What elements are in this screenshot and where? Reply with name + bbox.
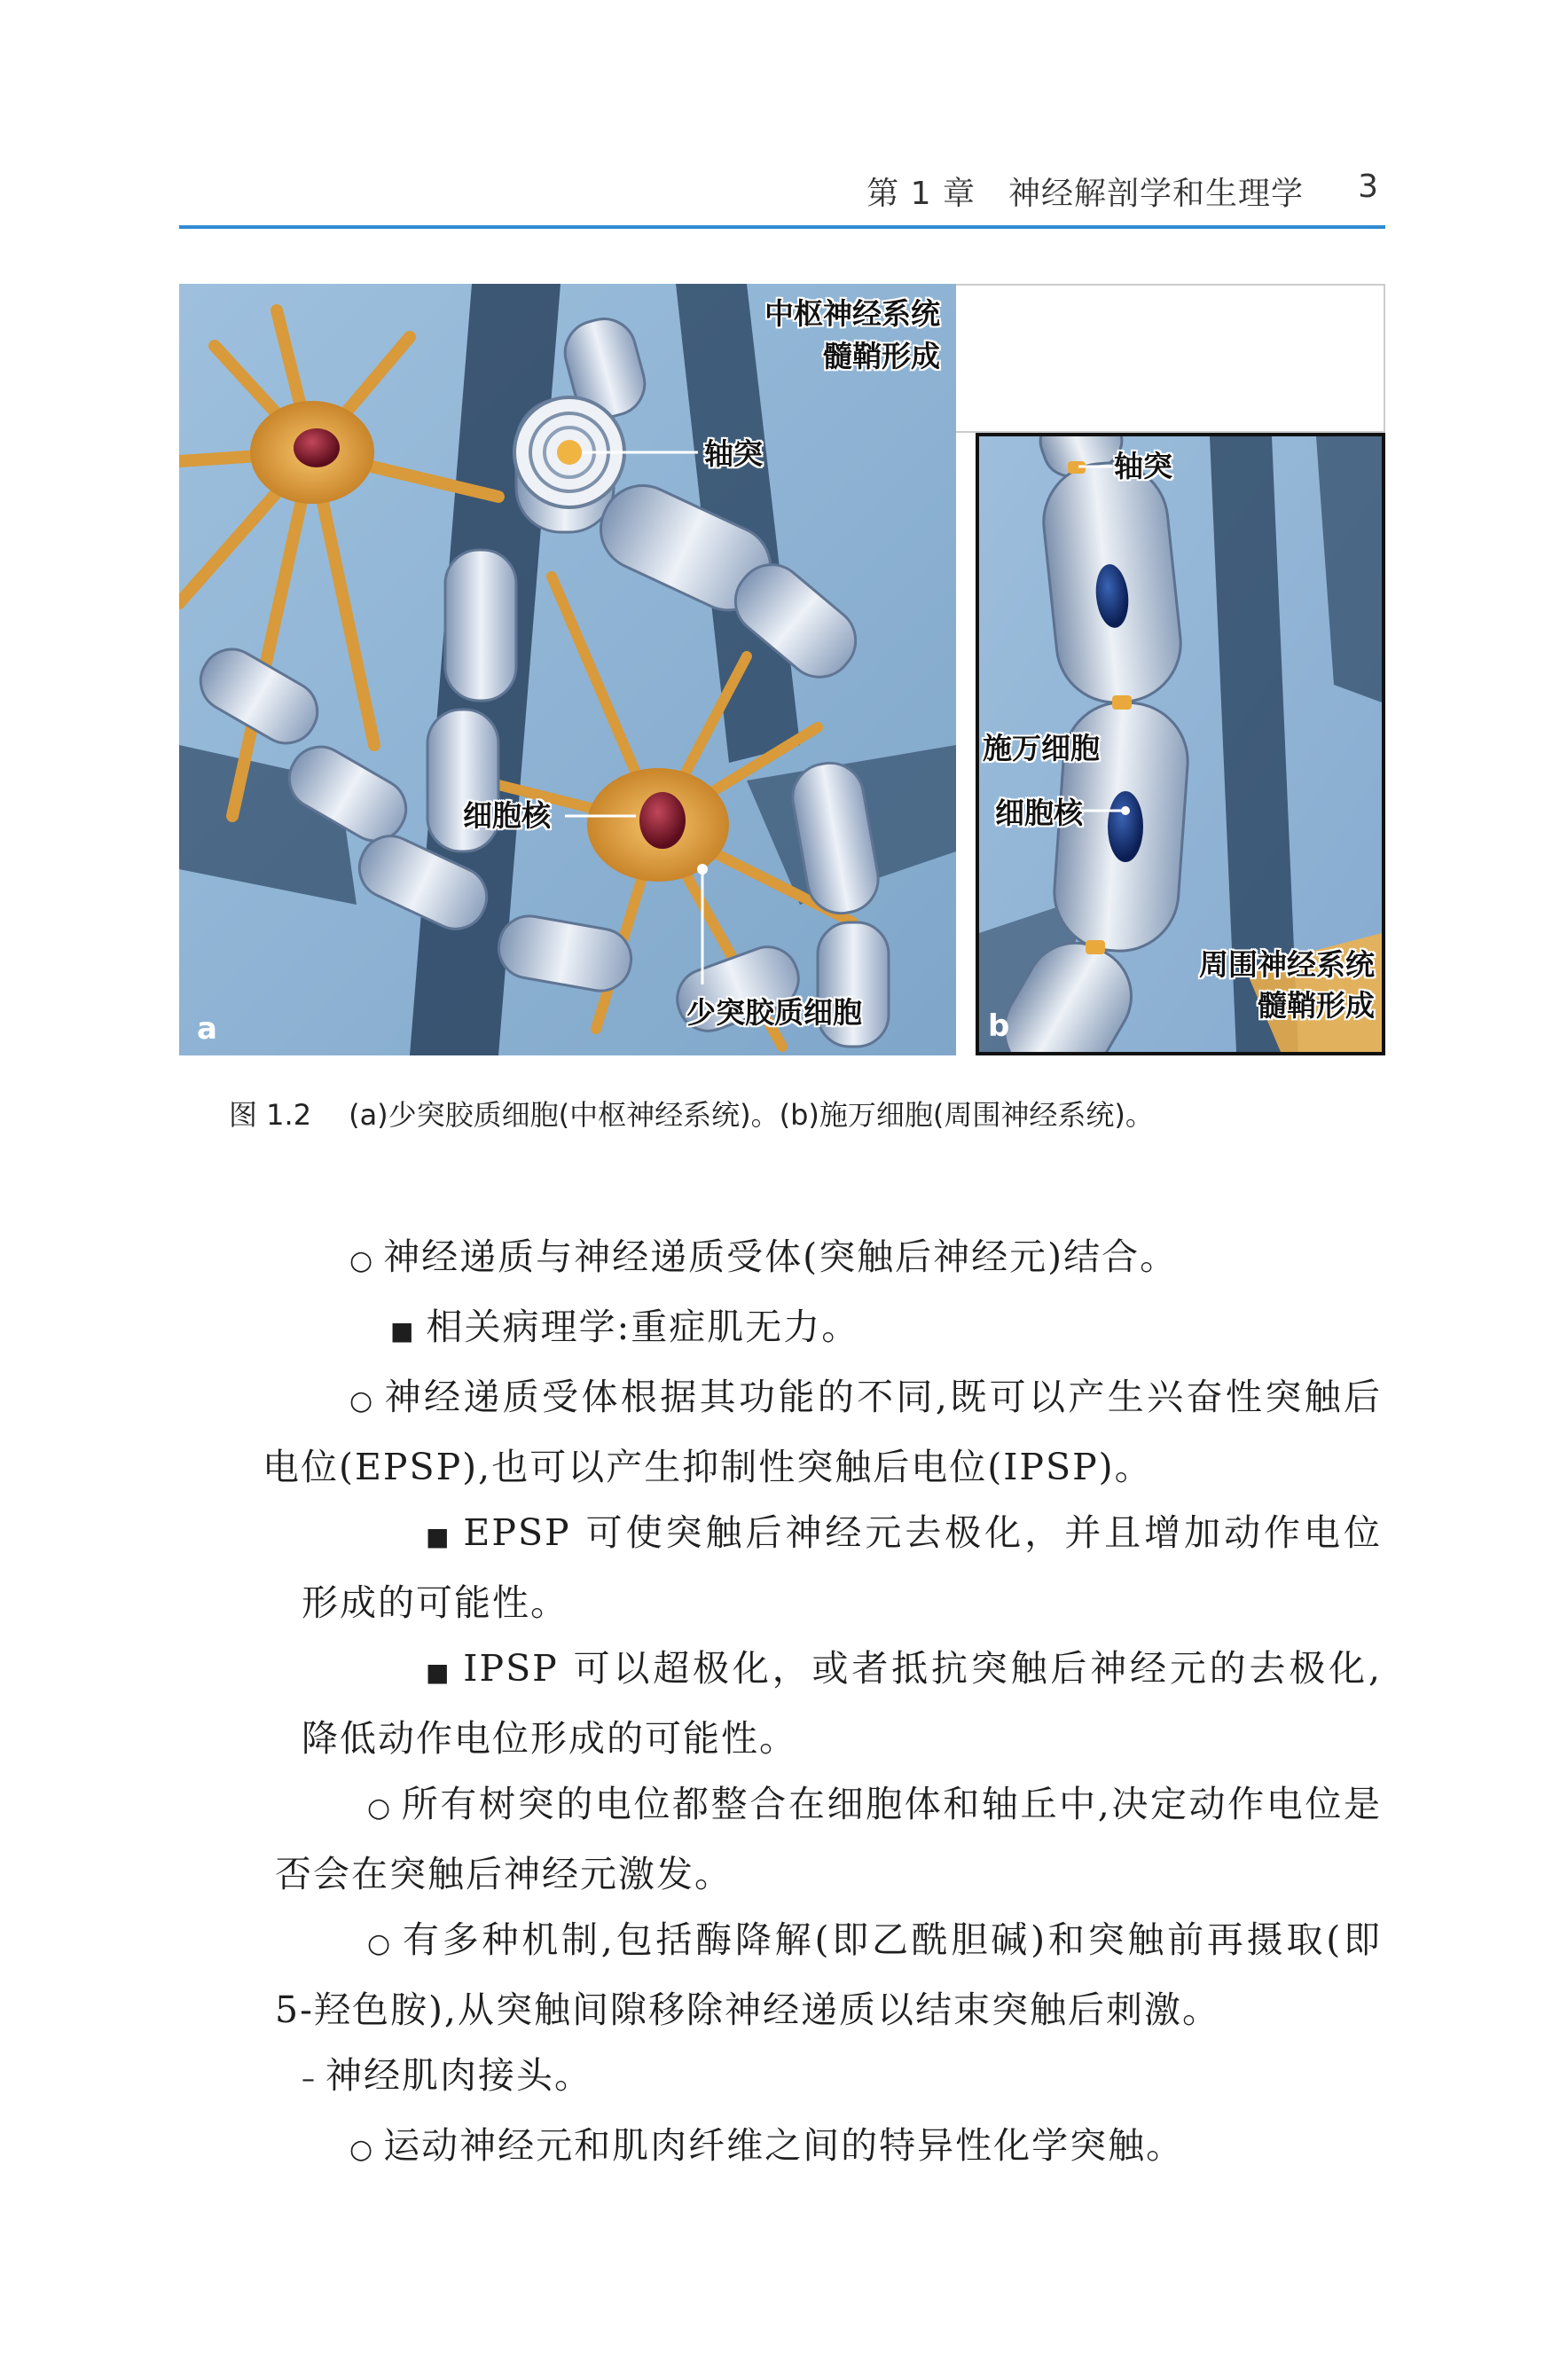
circle-bullet: ○: [349, 2134, 375, 2165]
running-header: [179, 169, 1385, 212]
figure-1-2: [179, 284, 1385, 1055]
paragraph-text: 神经肌肉接头。: [325, 2054, 592, 2097]
figure-frame: [956, 284, 1385, 433]
panel-b-letter: b: [988, 1008, 1010, 1044]
dash-bullet: –: [302, 2064, 317, 2095]
paragraph-text: EPSP 可使突触后神经元去极化，并且增加动作电位形成的可能性。: [302, 1511, 1382, 1624]
circle-bullet: ○: [367, 1928, 394, 1959]
figure-caption: [229, 1093, 1382, 1134]
panel-a-nucleus-label: 细胞核: [463, 798, 551, 833]
panel-a-title-line2: 髓鞘形成: [823, 339, 940, 373]
caption-figure-id: 图 1.2: [229, 1098, 312, 1132]
panel-b-axon-label: 轴突: [1114, 449, 1172, 483]
square-bullet: ■: [390, 1316, 416, 1345]
paragraph-text: 所有树突的电位都整合在细胞体和轴丘中,决定动作电位是否会在突触后神经元激发。: [275, 1783, 1383, 1895]
list-item: [263, 1500, 1382, 1636]
list-item: [263, 1636, 1382, 1771]
list-item: [263, 1294, 1382, 1364]
panel-b-title-line1: 周围神经系统: [1199, 947, 1375, 982]
panel-a-title-line1: 中枢神经系统: [764, 296, 940, 331]
panel-a-axon-label: 轴突: [704, 436, 763, 471]
caption-text: (a)少突胶质细胞(中枢神经系统)。(b)施万细胞(周围神经系统)。: [349, 1098, 1154, 1132]
paragraph-text: 神经递质受体根据其功能的不同,既可以产生兴奋性突触后电位(EPSP),也可以产生抑制性突触后电位(IPSP)。: [263, 1376, 1382, 1488]
header-rule: [179, 225, 1385, 229]
list-item: [263, 1364, 1382, 1500]
list-item: [263, 1907, 1382, 2043]
paragraph-text: IPSP 可以超极化，或者抵抗突触后神经元的去极化,降低动作电位形成的可能性。: [302, 1647, 1382, 1760]
panel-a-oligodendrocyte-label: 少突胶质细胞: [686, 995, 862, 1030]
cns-myelination-image: [179, 284, 956, 1055]
paragraph-text: 相关病理学:重症肌无力。: [426, 1306, 860, 1348]
circle-bullet: ○: [367, 1792, 393, 1824]
list-item: [263, 1771, 1382, 1907]
panel-a-letter: a: [197, 1011, 217, 1047]
paragraph-text: 神经递质与神经递质受体(突触后神经元)结合。: [383, 1235, 1179, 1278]
paragraph-text: 运动神经元和肌肉纤维之间的特异性化学突触。: [383, 2124, 1185, 2167]
square-bullet: ■: [426, 1522, 453, 1551]
list-item: [263, 1224, 1382, 1294]
panel-b-schwann-label: 施万细胞: [983, 731, 1100, 765]
list-item: [263, 2113, 1382, 2183]
panel-b-title-line2: 髓鞘形成: [1258, 988, 1375, 1023]
body-text: [263, 1224, 1382, 2183]
circle-bullet: ○: [349, 1385, 376, 1416]
paragraph-text: 有多种机制,包括酶降解(即乙酰胆碱)和突触前再摄取(即 5-羟色胺),从突触间隙移除神经递质以结束突触后刺激。: [275, 1918, 1382, 2031]
square-bullet: ■: [426, 1658, 453, 1687]
panel-a-illustration: [179, 284, 956, 1055]
panel-b-illustration: [976, 433, 1385, 1055]
chapter-title: 第 1 章 神经解剖学和生理学: [866, 176, 1304, 212]
page-number: 3: [1358, 169, 1378, 205]
panel-b-nucleus-label: 细胞核: [995, 796, 1083, 830]
circle-bullet: ○: [349, 1245, 375, 1276]
list-item: [263, 2043, 1382, 2113]
